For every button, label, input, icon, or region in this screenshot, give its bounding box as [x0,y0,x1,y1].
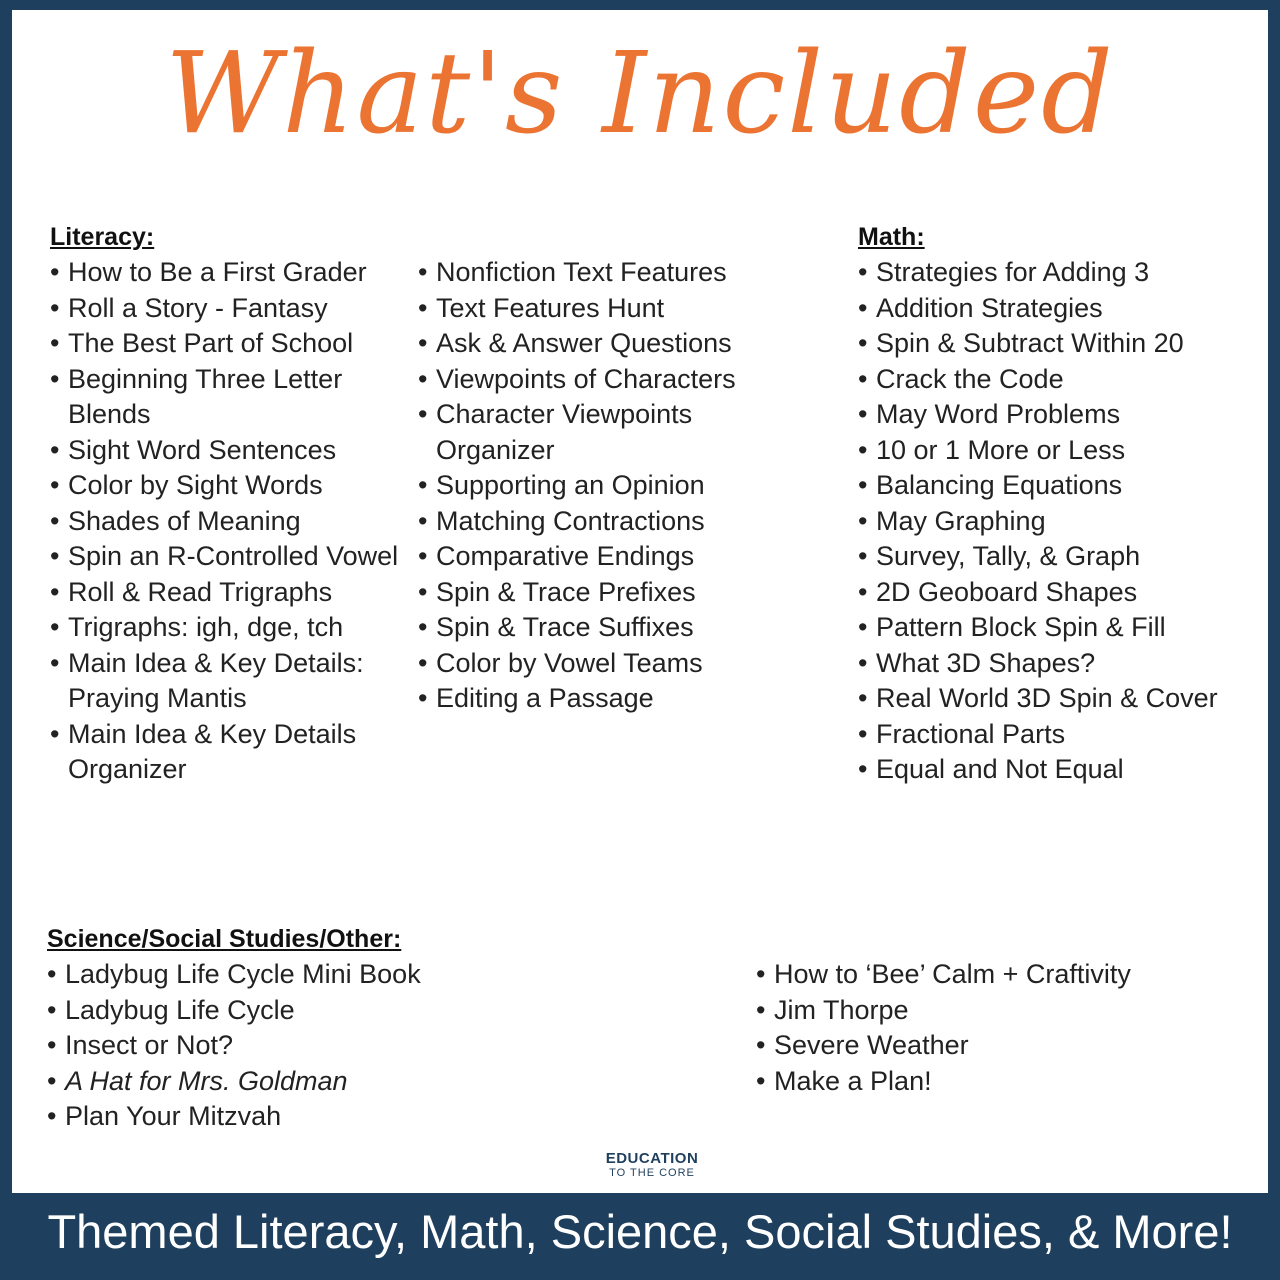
list-item [47,1028,547,1064]
list-item [858,681,1258,717]
list-item-text: Spin & Subtract Within 20 [876,328,1184,358]
list-item-text: Supporting an Opinion [436,470,705,500]
list-item-text: Matching Contractions [436,505,705,536]
list-item-text: Ladybug Life Cycle Mini Book [65,959,421,989]
list-item-text: Viewpoints of Characters [436,363,736,394]
list-item-text: Make a Plan! [774,1065,932,1096]
list-item [418,610,818,646]
list-item-text: Editing a Passage [436,683,654,713]
list-item-text: Plan Your Mitzvah [65,1101,282,1131]
list-item [418,291,818,327]
list-item [418,255,818,291]
list-item-text: Roll & Read Trigraphs [68,576,333,607]
list-item-text: Strategies for Adding 3 [876,257,1150,287]
list-item-text: Spin & Trace Suffixes [436,612,694,642]
list-item [50,610,400,646]
list-item [858,397,1258,433]
list-item [418,504,818,540]
list-item-text: Crack the Code [876,363,1064,394]
list-item-text: Main Idea & Key Details: Praying Mantis [68,647,364,713]
list-item-text: Ask & Answer Questions [436,328,732,358]
math-column [858,220,1258,788]
math-heading: Math: [858,223,925,251]
literacy-column-2 [418,255,818,717]
list-item [858,504,1258,540]
list-item [858,291,1258,327]
list-item-text: How to ‘Bee’ Calm + Craftivity [774,959,1131,989]
science-column-2 [756,957,1256,1099]
list-item [756,1064,1256,1100]
logo-line-1: EDUCATION [605,1150,699,1167]
literacy-heading: Literacy: [50,223,155,251]
list-item [50,433,400,469]
list-item-text: Roll a Story - Fantasy [68,292,328,323]
list-item [47,1064,547,1100]
list-item [858,646,1258,682]
logo-line-2: TO THE CORE [609,1167,695,1179]
list-item [47,1099,547,1135]
list-item-text: 2D Geoboard Shapes [876,576,1138,607]
list-item-text: Pattern Block Spin & Fill [876,612,1166,642]
list-item-text: May Word Problems [876,399,1121,429]
brand-logo [587,1150,717,1179]
list-item-text: Beginning Three Letter Blends [68,363,343,429]
list-item [418,646,818,682]
list-item [418,362,818,398]
footer-banner: Themed Literacy, Math, Science, Social Studies, & More! [47,1205,1233,1258]
science-list-1 [47,957,547,1135]
list-item-text: Spin & Trace Prefixes [436,576,696,607]
science-column-1 [47,922,547,1135]
page-title: What's Included [165,29,1115,159]
list-item-text: Real World 3D Spin & Cover [876,683,1218,713]
list-item-text: Main Idea & Key Details Organizer [68,718,357,784]
list-item [418,681,818,717]
list-item [50,646,400,717]
list-item-text: Sight Word Sentences [68,434,337,465]
list-item [858,468,1258,504]
list-item [756,957,1256,993]
list-item [858,362,1258,398]
list-item [756,993,1256,1029]
list-item [858,717,1258,753]
list-item-text: Comparative Endings [436,541,695,571]
list-item-text: Jim Thorpe [774,994,909,1025]
list-item-text: Addition Strategies [876,292,1103,323]
list-item [858,326,1258,362]
list-item-text: Fractional Parts [876,718,1066,749]
list-item-text: How to Be a First Grader [68,257,367,287]
list-item [50,539,400,575]
list-item-text: May Graphing [876,505,1046,536]
list-item-text: A Hat for Mrs. Goldman [65,1065,348,1096]
list-item [858,752,1258,788]
list-item [47,993,547,1029]
list-item-text: Ladybug Life Cycle [65,994,295,1025]
list-item [50,291,400,327]
list-item [50,362,400,433]
list-item [50,255,400,291]
math-list [858,255,1258,788]
list-item-text: Balancing Equations [876,470,1123,500]
list-item-text: The Best Part of School [68,328,354,358]
list-item-text: Insect or Not? [65,1030,234,1060]
list-item-text: Color by Sight Words [68,470,323,500]
list-item [50,575,400,611]
list-item [50,717,400,788]
list-item [858,610,1258,646]
list-item [418,326,818,362]
list-item [418,397,818,468]
list-item-text: 10 or 1 More or Less [876,434,1126,465]
list-item-text: Character Viewpoints Organizer [436,399,693,465]
list-item-text: Text Features Hunt [436,292,665,323]
list-item [756,1028,1256,1064]
list-item-text: What 3D Shapes? [876,647,1096,678]
literacy-list-2 [418,255,818,717]
list-item [50,326,400,362]
list-item [50,504,400,540]
list-item-text: Spin an R-Controlled Vowel [68,541,399,571]
list-item-text: Survey, Tally, & Graph [876,541,1141,571]
list-item [858,433,1258,469]
list-item [47,957,547,993]
literacy-list-1 [50,255,400,788]
list-item-text: Shades of Meaning [68,505,301,536]
list-item [418,539,818,575]
list-item [418,468,818,504]
list-item-text: Severe Weather [774,1030,969,1060]
science-heading: Science/Social Studies/Other: [47,925,402,953]
list-item-text: Trigraphs: igh, dge, tch [68,612,344,642]
content-panel [12,10,1268,1193]
list-item-text: Color by Vowel Teams [436,647,703,678]
list-item [418,575,818,611]
list-item [858,575,1258,611]
science-list-2 [756,957,1256,1099]
list-item [858,539,1258,575]
list-item-text: Equal and Not Equal [876,754,1124,784]
list-item-text: Nonfiction Text Features [436,257,727,287]
literacy-column-1 [50,220,400,788]
list-item [858,255,1258,291]
list-item [50,468,400,504]
